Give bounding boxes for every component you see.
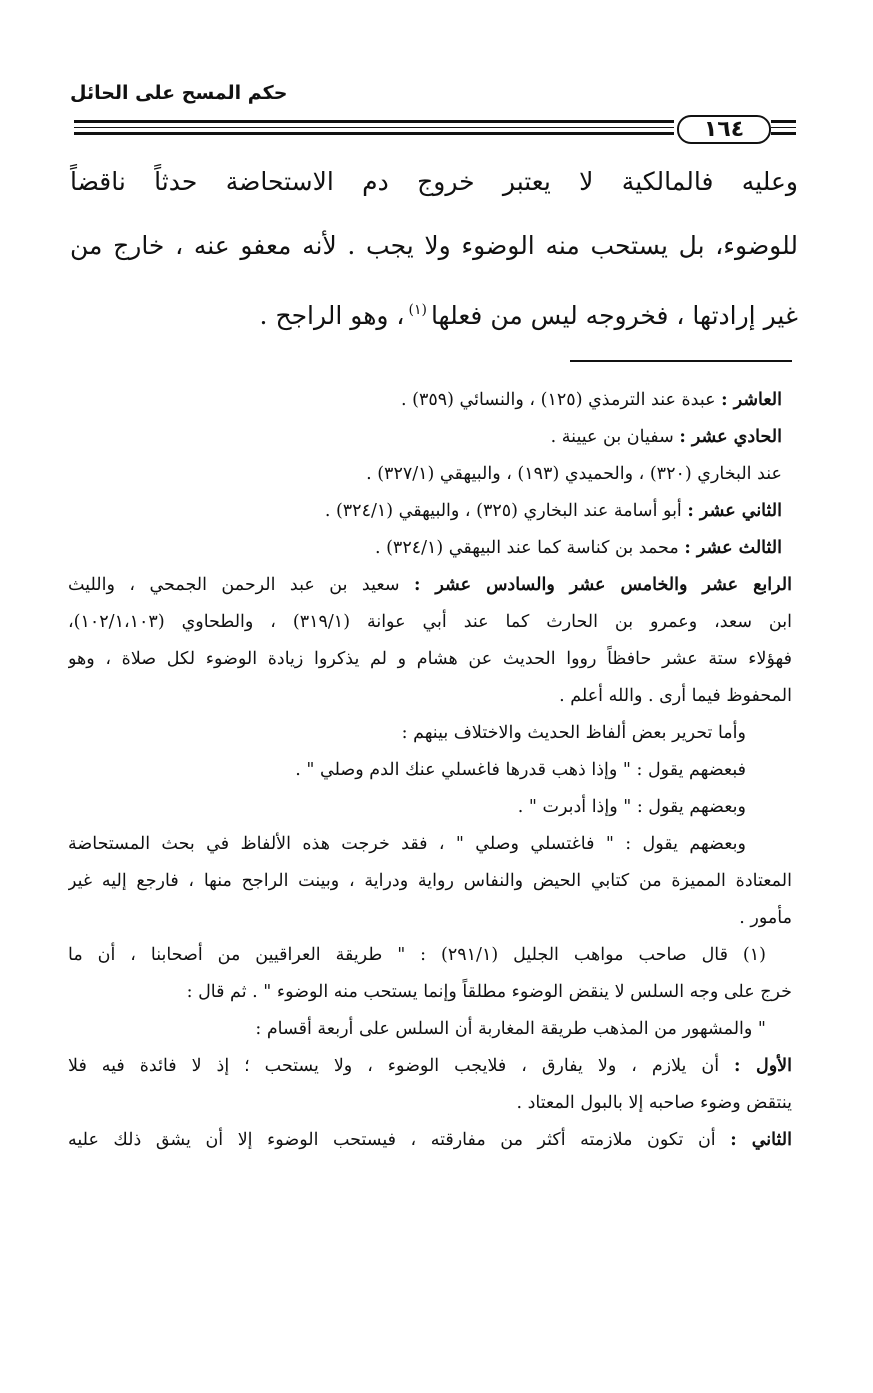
- footnote-line: ينتقض وضوء صاحبه إلا بالبول المعتاد .: [516, 1093, 792, 1113]
- note-label: الثالث عشر :: [684, 538, 782, 558]
- header-rule-line-top: [74, 120, 674, 123]
- header-rule-end-top: [771, 120, 796, 123]
- header-rule-end-bottom: [771, 132, 796, 135]
- main-line-2: للوضوء، بل يستحب منه الوضوء ولا يجب . لأنه معفو عنه ، خارج من: [70, 231, 798, 260]
- footnote-line: " والمشهور من المذهب طريقة المغاربة أن السلس على أربعة أقسام :: [255, 1019, 766, 1039]
- page-number: ١٦٤: [677, 115, 771, 144]
- footnote-text: أن يلازم ، ولا يفارق ، فلايجب الوضوء ، ولا يستحب ؛ إذ لا فائدة فيه فلا: [68, 1056, 720, 1076]
- note-text: عبدة عند الترمذي (١٢٥) ، والنسائي (٣٥٩) .: [401, 390, 716, 410]
- footnote-text: أن تكون ملازمته أكثر من مفارقته ، فيستحب الوضوء إلا أن يشق ذلك عليه: [68, 1130, 716, 1150]
- notes-block: [68, 382, 792, 1159]
- note-line: وبعضهم يقول : " فاغتسلي وصلي " ، فقد خرجت هذه الألفاظ في بحث المستحاضة: [68, 834, 746, 854]
- note-line: [68, 419, 792, 456]
- footnote-line: خرج على وجه السلس لا ينقض الوضوء مطلقاً وإنما يستحب منه الوضوء " . ثم قال :: [186, 982, 792, 1002]
- footnote-separator: [570, 360, 792, 362]
- note-line: مأمور .: [739, 908, 792, 928]
- note-text: محمد بن كناسة كما عند البيهقي (٣٢٤/١) .: [374, 538, 679, 558]
- header-rule-end-middle: [771, 127, 796, 128]
- note-line: المعتادة المميزة من كتابي الحيض والنفاس رواية ودراية ، وبينت الراجح منها ، فارجع إليه غير: [68, 871, 792, 891]
- footnote-line: (١) قال صاحب مواهب الجليل (٢٩١/١) : " طريقة العراقيين من أصحابنا ، أن ما: [68, 945, 766, 965]
- note-line: عند البخاري (٣٢٠) ، والحميدي (١٩٣) ، والبيهقي (٣٢٧/١) .: [366, 464, 782, 484]
- header-rule-line-middle: [74, 127, 674, 128]
- main-line-3: [70, 278, 798, 342]
- note-text: أبو أسامة عند البخاري (٣٢٥) ، والبيهقي (٣٢٤/١) .: [324, 501, 682, 521]
- note-label: العاشر :: [721, 390, 782, 410]
- note-line: [68, 530, 792, 567]
- footnote-line: [68, 1048, 792, 1085]
- note-label: الرابع عشر والخامس عشر والسادس عشر :: [413, 575, 792, 595]
- note-line: [68, 493, 792, 530]
- note-label: الحادي عشر :: [679, 427, 782, 447]
- main-line-3-text: غير إرادتها ، فخروجه ليس من فعلها: [430, 301, 798, 330]
- note-text: سعيد بن عبد الرحمن الجمحي ، والليث: [68, 575, 400, 595]
- note-line: فهؤلاء ستة عشر حافظاً رووا الحديث عن هشام و لم يذكروا زيادة الوضوء لكل صلاة ، وهو: [68, 649, 792, 669]
- header-rule-line-bottom: [74, 132, 674, 135]
- note-line: [68, 567, 792, 604]
- note-line: [68, 382, 792, 419]
- note-line: وبعضهم يقول : " وإذا أدبرت " .: [517, 797, 746, 817]
- running-title: حكم المسح على الحائل: [70, 82, 288, 104]
- note-line: فبعضهم يقول : " وإذا ذهب قدرها فاغسلي عنك الدم وصلي " .: [295, 760, 746, 780]
- footnote-reference: (١): [408, 302, 427, 318]
- main-line-1: وعليه فالمالكية لا يعتبر خروج دم الاستحاضة حدثاً ناقضاً: [70, 167, 798, 196]
- note-label: الثاني عشر :: [687, 501, 782, 521]
- footnote-label: الأول :: [734, 1056, 792, 1076]
- main-paragraph: [70, 150, 798, 342]
- note-text: سفيان بن عيينة .: [550, 427, 674, 447]
- header-rule: [74, 113, 796, 143]
- note-line: وأما تحرير بعض ألفاظ الحديث والاختلاف بينهم :: [401, 723, 746, 743]
- note-line: ابن سعد، وعمرو بن الحارث كما عند أبي عوانة (٣١٩/١) ، والطحاوي (١٠٢/١،١٠٣)،: [68, 612, 792, 632]
- footnote-label: الثاني :: [730, 1130, 792, 1150]
- note-line: المحفوظ فيما أرى . والله أعلم .: [559, 686, 792, 706]
- main-line-3-tail: ، وهو الراجح .: [259, 301, 405, 330]
- footnote-line: [68, 1122, 792, 1159]
